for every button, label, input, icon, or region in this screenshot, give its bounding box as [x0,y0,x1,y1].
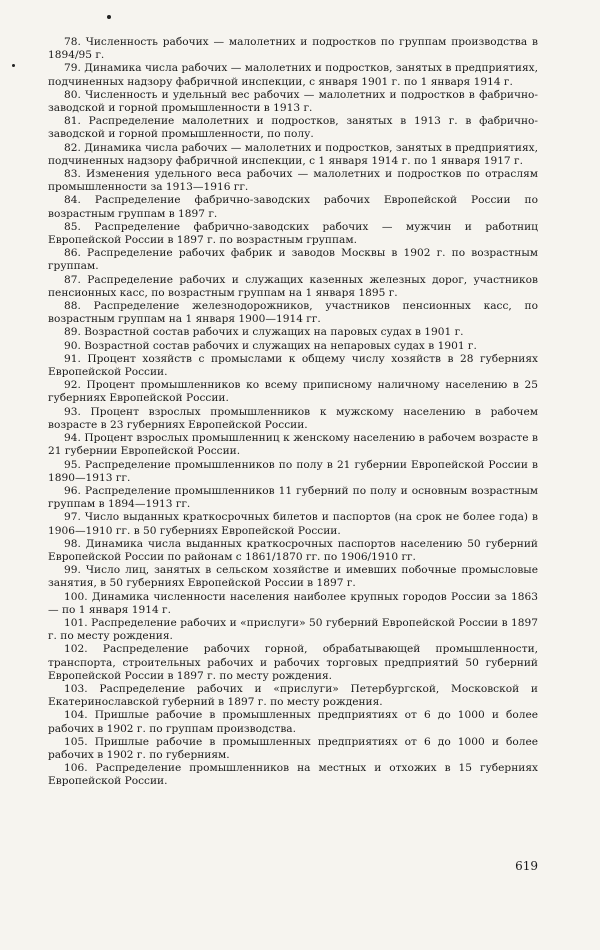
list-item [48,379,538,405]
item-text: Численность рабочих — малолетних и подростков по группам производства в 1894/95 г. [48,36,538,62]
item-number: 106. [64,762,88,775]
list-item [48,736,538,762]
item-number: 102. [64,643,88,656]
item-text: Процент взрослых промышленниц к женскому населению в рабочем возрасте в 21 губернии Европейской России. [48,432,538,458]
item-number: 80. [64,88,81,101]
item-number: 83. [64,168,81,181]
item-text: Число лиц, занятых в сельском хозяйстве и имевших побочные промысловые занятия, в 50 губерниях Европейской России в 1897 г. [48,564,538,590]
list-item [48,762,538,788]
item-text: Численность и удельный вес рабочих — малолетних и подростков в фабрично-заводской и горной промышленности в 1913 г. [48,88,538,115]
item-text: Процент взрослых промышленников к мужскому населению в рабочем возрасте в 23 губерниях Европейской России. [48,405,539,431]
item-text: Динамика числа рабочих — малолетних и подростков, занятых в предприятиях, подчиненных надзору фабричной инспекции, с 1 января 1914 г. по 1 января 1917 г. [48,141,538,167]
item-number: 95. [64,458,81,471]
item-text: Распределение рабочих и «прислуги» Петербургской, Московской и Екатеринославской губерний в 1897 г. по месту рождения. [48,682,538,709]
list-item [48,617,538,643]
list-item [48,643,538,683]
list-item [48,340,538,353]
item-text: Изменения удельного веса рабочих — малолетних и подростков по отраслям промышленности за 1913—1916 гг. [48,168,538,194]
list-item [48,432,538,458]
item-text: Пришлые рабочие в промышленных предприятиях от 6 до 1000 и более рабочих в 1902 г. по группам производства. [48,709,538,735]
list-item [48,406,538,432]
item-text: Распределение рабочих и служащих казенных железных дорог, участников пенсионных касс, по возрастным группам на 1 января 1895 г. [48,273,538,299]
item-text: Распределение фабрично-заводских рабочих Европейской России по возрастным группам в 1897 г. [48,194,538,220]
list-item [48,326,538,339]
item-number: 103. [64,682,88,695]
item-text: Динамика числа выданных краткосрочных паспортов населению 50 губерний Европейской России по районам с 1861/1870 гг. по 1906/1910 гг. [48,537,538,563]
list-of-tables [48,36,538,789]
list-item [48,221,538,247]
item-text: Число выданных краткосрочных билетов и паспортов (на срок не более года) в 1906—1910 гг. в 50 губерниях Европейской России. [48,511,538,537]
list-item [48,89,538,115]
item-text: Пришлые рабочие в промышленных предприятиях от 6 до 1000 и более рабочих в 1902 г. по губерниям. [48,735,538,761]
item-number: 96. [64,484,81,497]
item-text: Распределение промышленников по полу в 21 губернии Европейской России в 1890—1913 гг. [48,458,538,484]
item-number: 91. [64,352,81,365]
list-item [48,511,538,537]
list-item [48,36,538,62]
item-number: 104. [64,709,88,722]
list-item [48,115,538,141]
list-item [48,353,538,379]
item-text: Распределение железнодорожников, участников пенсионных касс, по возрастным группам на 1 января 1900—1914 гг. [48,300,538,326]
item-text: Распределение рабочих и «прислуги» 50 губерний Европейской России в 1897 г. по месту рождения. [48,616,539,643]
item-text: Распределение промышленников на местных и отхожих в 15 губерниях Европейской России. [48,762,538,788]
item-number: 105. [64,735,88,748]
ink-speck [107,15,111,19]
list-item [48,168,538,194]
item-number: 88. [64,300,81,313]
item-number: 86. [64,247,81,260]
list-item [48,538,538,564]
item-number: 79. [64,62,81,75]
item-number: 89. [64,326,81,339]
item-text: Распределение рабочих фабрик и заводов Москвы в 1902 г. по возрастным группам. [48,247,539,273]
list-item [48,194,538,220]
list-item [48,142,538,168]
item-text: Распределение малолетних и подростков, занятых в 1913 г. в фабрично-заводской и горной промышленности, по полу. [48,115,538,141]
ink-speck [12,64,15,67]
list-item [48,247,538,273]
list-item [48,274,538,300]
item-text: Распределение промышленников 11 губерний по полу и основным возрастным группам в 1894—1913 гг. [48,484,538,511]
item-number: 78. [64,36,81,48]
list-item [48,683,538,709]
page-number: 619 [515,859,538,873]
list-item [48,709,538,735]
list-item [48,300,538,326]
item-number: 98. [64,537,81,550]
item-number: 81. [64,115,81,128]
item-number: 100. [64,590,88,603]
item-number: 94. [64,432,81,445]
list-item [48,564,538,590]
list-item [48,62,538,88]
item-number: 87. [64,273,81,286]
item-number: 97. [64,511,81,524]
item-number: 99. [64,564,81,577]
list-item [48,591,538,617]
item-text: Процент хозяйств с промыслами к общему числу хозяйств в 28 губерниях Европейской России. [48,352,538,379]
item-number: 84. [64,194,81,207]
item-number: 101. [64,616,88,629]
item-number: 92. [64,379,81,392]
item-text: Возрастной состав рабочих и служащих на непаровых судах в 1901 г. [84,339,477,352]
item-text: Динамика численности населения наиболее крупных городов России за 1863 — по 1 января 1914 г. [48,590,538,616]
list-item [48,485,538,511]
document-page [48,36,538,936]
item-text: Возрастной состав рабочих и служащих на паровых судах в 1901 г. [84,326,464,339]
item-text: Процент промышленников ко всему приписному наличному населению в 25 губерниях Европейской России. [48,379,538,405]
item-text: Распределение фабрично-заводских рабочих — мужчин и работниц Европейской России в 1897 г. по возрастным группам. [48,220,538,247]
item-number: 90. [64,339,81,352]
item-number: 82. [64,141,81,154]
item-text: Распределение рабочих горной, обрабатывающей промышленности, транспорта, строительных рабочих и рабочих торговых предприятий 50 губерний Европейской России в 1897 г. по месту рождения. [48,643,539,682]
item-number: 93. [64,405,81,418]
item-text: Динамика числа рабочих — малолетних и подростков, занятых в предприятиях, подчиненных надзору фабричной инспекции, с января 1901 г. по 1 января 1914 г. [48,62,538,88]
list-item [48,459,538,485]
item-number: 85. [64,220,81,233]
